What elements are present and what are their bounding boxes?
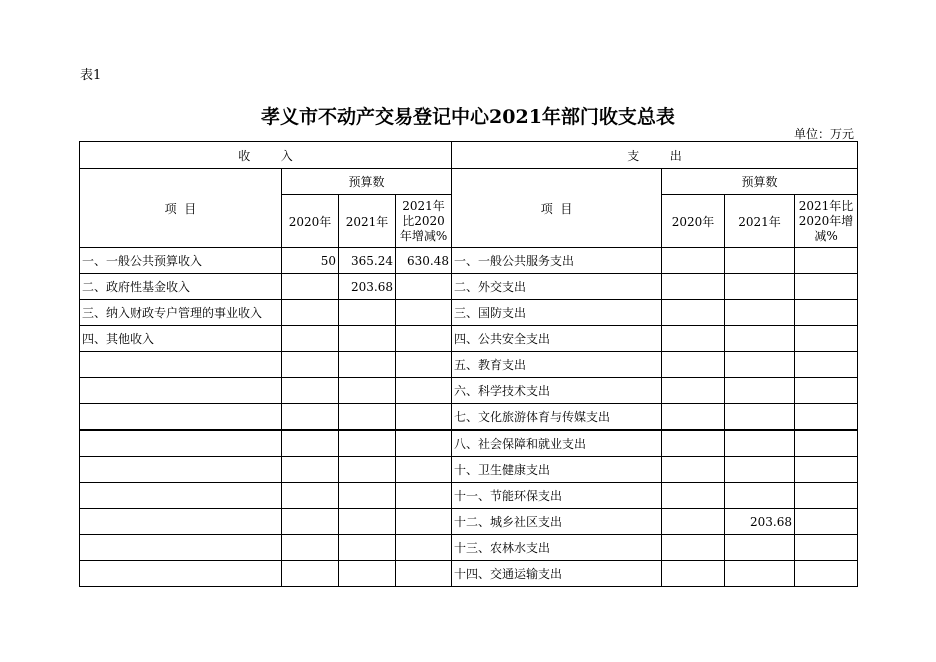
expense-item-cell: 五、教育支出 <box>452 352 662 378</box>
expense-2020-cell <box>662 509 725 535</box>
income-2020-cell <box>282 352 339 378</box>
table-row <box>80 457 858 483</box>
expense-2021-cell <box>725 483 795 509</box>
income-item-cell <box>80 352 282 378</box>
expense-2020-header: 2020年 <box>662 195 725 248</box>
expense-item-cell: 十四、交通运输支出 <box>452 561 662 587</box>
expense-2021-cell <box>725 430 795 457</box>
expense-2020-cell <box>662 457 725 483</box>
income-2021-cell: 365.24 <box>339 248 396 274</box>
expense-item-cell: 七、文化旅游体育与传媒支出 <box>452 404 662 431</box>
income-2021-cell <box>339 561 396 587</box>
table-row <box>80 326 858 352</box>
income-item-cell: 二、政府性基金收入 <box>80 274 282 300</box>
expense-item-cell: 四、公共安全支出 <box>452 326 662 352</box>
table-row <box>80 535 858 561</box>
income-2021-cell <box>339 535 396 561</box>
expense-change-cell <box>795 430 858 457</box>
expense-2021-cell: 203.68 <box>725 509 795 535</box>
income-item-cell <box>80 457 282 483</box>
income-2021-cell: 203.68 <box>339 274 396 300</box>
income-header: 收 入 <box>80 142 452 169</box>
expense-change-cell <box>795 274 858 300</box>
expense-change-cell <box>795 483 858 509</box>
income-change-cell <box>396 404 452 431</box>
expense-2021-header: 2021年 <box>725 195 795 248</box>
income-change-cell: 630.48 <box>396 248 452 274</box>
expense-change-cell <box>795 300 858 326</box>
expense-2020-cell <box>662 300 725 326</box>
income-change-cell <box>396 274 452 300</box>
income-item-cell: 三、纳入财政专户管理的事业收入 <box>80 300 282 326</box>
expense-change-cell <box>795 509 858 535</box>
expense-change-cell <box>795 457 858 483</box>
income-item-header: 项 目 <box>80 169 282 248</box>
table-row <box>80 378 858 404</box>
expense-2021-cell <box>725 404 795 431</box>
table-label: 表1 <box>80 68 102 83</box>
expense-2020-cell <box>662 326 725 352</box>
income-budget-header: 预算数 <box>282 169 452 195</box>
income-item-cell <box>80 561 282 587</box>
expense-2020-cell <box>662 378 725 404</box>
expense-item-cell: 十二、城乡社区支出 <box>452 509 662 535</box>
table-row <box>80 300 858 326</box>
expense-change-cell <box>795 248 858 274</box>
expense-2020-cell <box>662 430 725 457</box>
income-2021-cell <box>339 457 396 483</box>
expense-change-cell <box>795 326 858 352</box>
table-row <box>80 483 858 509</box>
expense-change-cell <box>795 378 858 404</box>
expense-2021-cell <box>725 378 795 404</box>
income-item-cell: 四、其他收入 <box>80 326 282 352</box>
income-2021-cell <box>339 378 396 404</box>
header-row-2 <box>80 169 858 195</box>
expense-item-cell: 十、卫生健康支出 <box>452 457 662 483</box>
expense-2021-cell <box>725 300 795 326</box>
expense-2021-cell <box>725 274 795 300</box>
income-2020-cell <box>282 404 339 431</box>
expense-item-cell: 三、国防支出 <box>452 300 662 326</box>
income-item-cell <box>80 483 282 509</box>
income-2021-cell <box>339 300 396 326</box>
expense-2021-cell <box>725 561 795 587</box>
income-change-cell <box>396 378 452 404</box>
expense-2020-cell <box>662 248 725 274</box>
expense-2020-cell <box>662 352 725 378</box>
expense-2021-cell <box>725 457 795 483</box>
income-item-cell: 一、一般公共预算收入 <box>80 248 282 274</box>
income-2020-cell <box>282 430 339 457</box>
table-row <box>80 561 858 587</box>
table-row <box>80 352 858 378</box>
income-2020-cell <box>282 457 339 483</box>
income-2021-cell <box>339 509 396 535</box>
income-change-cell <box>396 457 452 483</box>
unit-label: 单位：万元 <box>793 127 854 141</box>
income-2020-header: 2020年 <box>282 195 339 248</box>
expense-header: 支 出 <box>452 142 858 169</box>
expense-2020-cell <box>662 274 725 300</box>
expense-2021-cell <box>725 535 795 561</box>
income-2020-cell <box>282 378 339 404</box>
income-2021-cell <box>339 352 396 378</box>
income-change-cell <box>396 483 452 509</box>
expense-2020-cell <box>662 535 725 561</box>
expense-item-cell: 一、一般公共服务支出 <box>452 248 662 274</box>
income-2021-header: 2021年 <box>339 195 396 248</box>
expense-item-cell: 十一、节能环保支出 <box>452 483 662 509</box>
expense-change-header: 2021年比2020年增减% <box>795 195 858 248</box>
income-change-cell <box>396 509 452 535</box>
expense-budget-header: 预算数 <box>662 169 858 195</box>
expense-2021-cell <box>725 352 795 378</box>
income-2020-cell <box>282 300 339 326</box>
income-change-cell <box>396 561 452 587</box>
expense-2020-cell <box>662 561 725 587</box>
income-item-cell <box>80 404 282 431</box>
page-title: 孝义市不动产交易登记中心2021年部门收支总表 <box>261 106 675 128</box>
income-2021-cell <box>339 483 396 509</box>
expense-item-cell: 十三、农林水支出 <box>452 535 662 561</box>
expense-item-cell: 二、外交支出 <box>452 274 662 300</box>
income-change-cell <box>396 430 452 457</box>
income-change-cell <box>396 300 452 326</box>
income-change-cell <box>396 352 452 378</box>
table-row <box>80 248 858 274</box>
expense-2021-cell <box>725 248 795 274</box>
income-2021-cell <box>339 326 396 352</box>
expense-2021-cell <box>725 326 795 352</box>
expense-change-cell <box>795 561 858 587</box>
expense-change-cell <box>795 352 858 378</box>
income-change-header: 2021年比2020年增减% <box>396 195 452 248</box>
income-change-cell <box>396 535 452 561</box>
income-2020-cell <box>282 483 339 509</box>
income-item-cell <box>80 430 282 457</box>
income-change-cell <box>396 326 452 352</box>
income-2020-cell <box>282 274 339 300</box>
income-2020-cell <box>282 535 339 561</box>
expense-2020-cell <box>662 404 725 431</box>
income-2020-cell: 50 <box>282 248 339 274</box>
table-row <box>80 430 858 457</box>
income-item-cell <box>80 535 282 561</box>
income-item-cell <box>80 509 282 535</box>
header-row-1 <box>80 142 858 169</box>
income-2021-cell <box>339 404 396 431</box>
expense-item-header: 项 目 <box>452 169 662 248</box>
budget-table <box>79 141 858 587</box>
expense-2020-cell <box>662 483 725 509</box>
income-item-cell <box>80 378 282 404</box>
expense-change-cell <box>795 404 858 431</box>
expense-item-cell: 六、科学技术支出 <box>452 378 662 404</box>
table-row <box>80 404 858 431</box>
table-row <box>80 274 858 300</box>
income-2020-cell <box>282 326 339 352</box>
income-2020-cell <box>282 509 339 535</box>
expense-change-cell <box>795 535 858 561</box>
income-2020-cell <box>282 561 339 587</box>
table-row <box>80 509 858 535</box>
expense-item-cell: 八、社会保障和就业支出 <box>452 430 662 457</box>
income-2021-cell <box>339 430 396 457</box>
